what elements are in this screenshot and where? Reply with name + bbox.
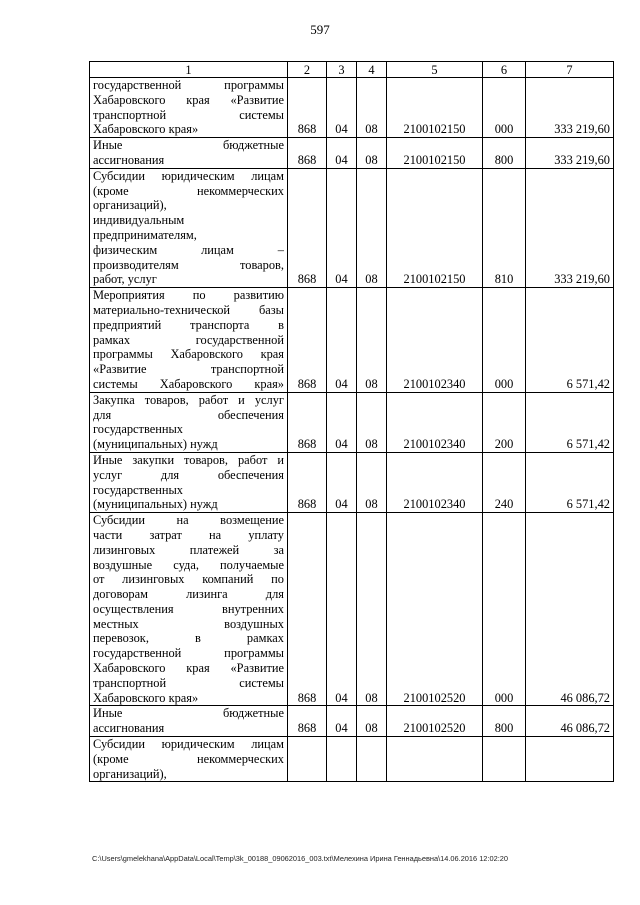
row-name-line: государственных — [93, 422, 184, 437]
expense-type-cell: 200 — [483, 392, 526, 452]
budget-table — [89, 61, 614, 782]
section-cell: 04 — [327, 288, 357, 393]
expense-type-cell: 800 — [483, 706, 526, 737]
column-header: 2 — [288, 62, 327, 78]
header-row — [90, 62, 614, 78]
target-article-cell: 2100102150 — [387, 78, 483, 138]
expense-type-cell: 000 — [483, 513, 526, 706]
row-name-line: для обеспечения — [93, 407, 284, 422]
section-cell: 04 — [327, 138, 357, 169]
target-article-cell: 2100102340 — [387, 288, 483, 393]
row-name-line: организаций), — [93, 766, 167, 781]
row-name-cell — [90, 452, 288, 512]
amount-cell: 333 219,60 — [526, 78, 614, 138]
row-name-line: услуг для обеспечения — [93, 467, 284, 482]
row-name-line: Иные бюджетные — [93, 138, 284, 153]
subsection-cell: 08 — [357, 513, 387, 706]
row-name-line: транспортной системы — [93, 675, 284, 690]
row-name-line: от лизинговых компаний по — [93, 572, 284, 587]
subsection-cell: 08 — [357, 288, 387, 393]
subsection-cell: 08 — [357, 706, 387, 737]
amount-cell: 46 086,72 — [526, 513, 614, 706]
expense-type-cell: 810 — [483, 168, 526, 287]
column-header: 7 — [526, 62, 614, 78]
admin-code-cell: 868 — [288, 168, 327, 287]
row-name-line: государственных — [93, 482, 184, 497]
row-name-line: производителям товаров, — [93, 257, 284, 272]
row-name-line: договорам лизинга для — [93, 587, 284, 602]
target-article-cell: 2100102520 — [387, 706, 483, 737]
admin-code-cell: 868 — [288, 706, 327, 737]
row-name-line: Мероприятия по развитию — [93, 288, 284, 303]
row-name-line: организаций), — [93, 198, 167, 213]
row-name-line: Иные бюджетные — [93, 706, 284, 721]
admin-code-cell — [288, 737, 327, 782]
amount-cell — [526, 737, 614, 782]
row-name-line: Субсидии юридическим лицам — [93, 168, 284, 183]
expense-type-cell: 240 — [483, 452, 526, 512]
row-name-cell — [90, 168, 288, 287]
table-row — [90, 452, 614, 512]
row-name-line: воздушные суда, получаемые — [93, 557, 284, 572]
column-header: 5 — [387, 62, 483, 78]
row-name-line: Субсидии на возмещение — [93, 513, 284, 528]
row-name-line: рамках государственной — [93, 332, 284, 347]
table-row — [90, 706, 614, 737]
row-name-line: местных воздушных — [93, 616, 284, 631]
row-name-line: (муниципальных) нужд — [93, 437, 218, 452]
admin-code-cell: 868 — [288, 288, 327, 393]
target-article-cell: 2100102150 — [387, 168, 483, 287]
page-number: 597 — [310, 22, 330, 37]
subsection-cell: 08 — [357, 138, 387, 169]
amount-cell: 333 219,60 — [526, 168, 614, 287]
row-name-line: перевозок, в рамках — [93, 631, 284, 646]
target-article-cell: 2100102340 — [387, 452, 483, 512]
row-name-line: (кроме некоммерческих — [93, 751, 284, 766]
amount-cell: 46 086,72 — [526, 706, 614, 737]
row-name-line: Субсидии юридическим лицам — [93, 737, 284, 752]
row-name-line: физическим лицам – — [93, 242, 284, 257]
table-row — [90, 138, 614, 169]
target-article-cell: 2100102340 — [387, 392, 483, 452]
amount-cell: 6 571,42 — [526, 392, 614, 452]
admin-code-cell: 868 — [288, 138, 327, 169]
row-name-line: ассигнования — [93, 152, 165, 167]
row-name-line: осуществления внутренних — [93, 601, 284, 616]
expense-type-cell: 000 — [483, 78, 526, 138]
row-name-line: (кроме некоммерческих — [93, 183, 284, 198]
row-name-cell — [90, 706, 288, 737]
amount-cell: 6 571,42 — [526, 288, 614, 393]
row-name-line: Закупка товаров, работ и услуг — [93, 392, 284, 407]
table-row — [90, 392, 614, 452]
admin-code-cell: 868 — [288, 78, 327, 138]
row-name-line: материально-технической базы — [93, 302, 284, 317]
subsection-cell: 08 — [357, 168, 387, 287]
subsection-cell — [357, 737, 387, 782]
expense-type-cell: 800 — [483, 138, 526, 169]
table-row — [90, 288, 614, 393]
column-header: 3 — [327, 62, 357, 78]
row-name-cell — [90, 138, 288, 169]
target-article-cell — [387, 737, 483, 782]
admin-code-cell: 868 — [288, 392, 327, 452]
section-cell — [327, 737, 357, 782]
row-name-line: (муниципальных) нужд — [93, 497, 218, 512]
row-name-line: Хабаровского края «Развитие — [93, 661, 284, 676]
target-article-cell: 2100102150 — [387, 138, 483, 169]
row-name-line: государственной программы — [93, 646, 284, 661]
row-name-line: Хабаровского края «Развитие — [93, 92, 284, 107]
column-header: 6 — [483, 62, 526, 78]
expense-type-cell — [483, 737, 526, 782]
section-cell: 04 — [327, 392, 357, 452]
subsection-cell: 08 — [357, 452, 387, 512]
target-article-cell: 2100102520 — [387, 513, 483, 706]
subsection-cell: 08 — [357, 392, 387, 452]
row-name-line: Хабаровского края» — [93, 690, 199, 705]
row-name-line: ассигнования — [93, 721, 165, 736]
column-header: 1 — [90, 62, 288, 78]
row-name-line: государственной программы — [93, 78, 284, 92]
row-name-line: части затрат на уплату — [93, 527, 284, 542]
row-name-line: индивидуальным — [93, 213, 185, 228]
admin-code-cell: 868 — [288, 513, 327, 706]
row-name-cell — [90, 737, 288, 782]
section-cell: 04 — [327, 452, 357, 512]
expense-type-cell: 000 — [483, 288, 526, 393]
amount-cell: 333 219,60 — [526, 138, 614, 169]
table-row — [90, 168, 614, 287]
row-name-line: Иные закупки товаров, работ и — [93, 452, 284, 467]
row-name-line: предприятий транспорта в — [93, 317, 284, 332]
row-name-line: лизинговых платежей за — [93, 542, 284, 557]
row-name-cell — [90, 513, 288, 706]
row-name-line: предпринимателям, — [93, 227, 197, 242]
table-row — [90, 513, 614, 706]
table-header — [90, 62, 614, 78]
row-name-line: программы Хабаровского края — [93, 347, 284, 362]
row-name-cell — [90, 392, 288, 452]
row-name-cell — [90, 288, 288, 393]
section-cell: 04 — [327, 706, 357, 737]
section-cell: 04 — [327, 168, 357, 287]
table-row — [90, 737, 614, 782]
row-name-cell — [90, 78, 288, 138]
section-cell: 04 — [327, 513, 357, 706]
column-header: 4 — [357, 62, 387, 78]
table-body — [90, 78, 614, 782]
subsection-cell: 08 — [357, 78, 387, 138]
row-name-line: системы Хабаровского края» — [93, 376, 284, 391]
row-name-line: работ, услуг — [93, 272, 157, 287]
amount-cell: 6 571,42 — [526, 452, 614, 512]
footer-path: C:\Users\gmelekhana\AppData\Local\Temp\3k_00188_09062016_003.txt\Мелехина Ирина Геннадьевна\14.06.2016 12:02:20 — [92, 854, 508, 863]
row-name-line: Хабаровского края» — [93, 122, 199, 137]
row-name-line: транспортной системы — [93, 107, 284, 122]
section-cell: 04 — [327, 78, 357, 138]
admin-code-cell: 868 — [288, 452, 327, 512]
row-name-line: «Развитие транспортной — [93, 362, 284, 377]
table-row — [90, 78, 614, 138]
